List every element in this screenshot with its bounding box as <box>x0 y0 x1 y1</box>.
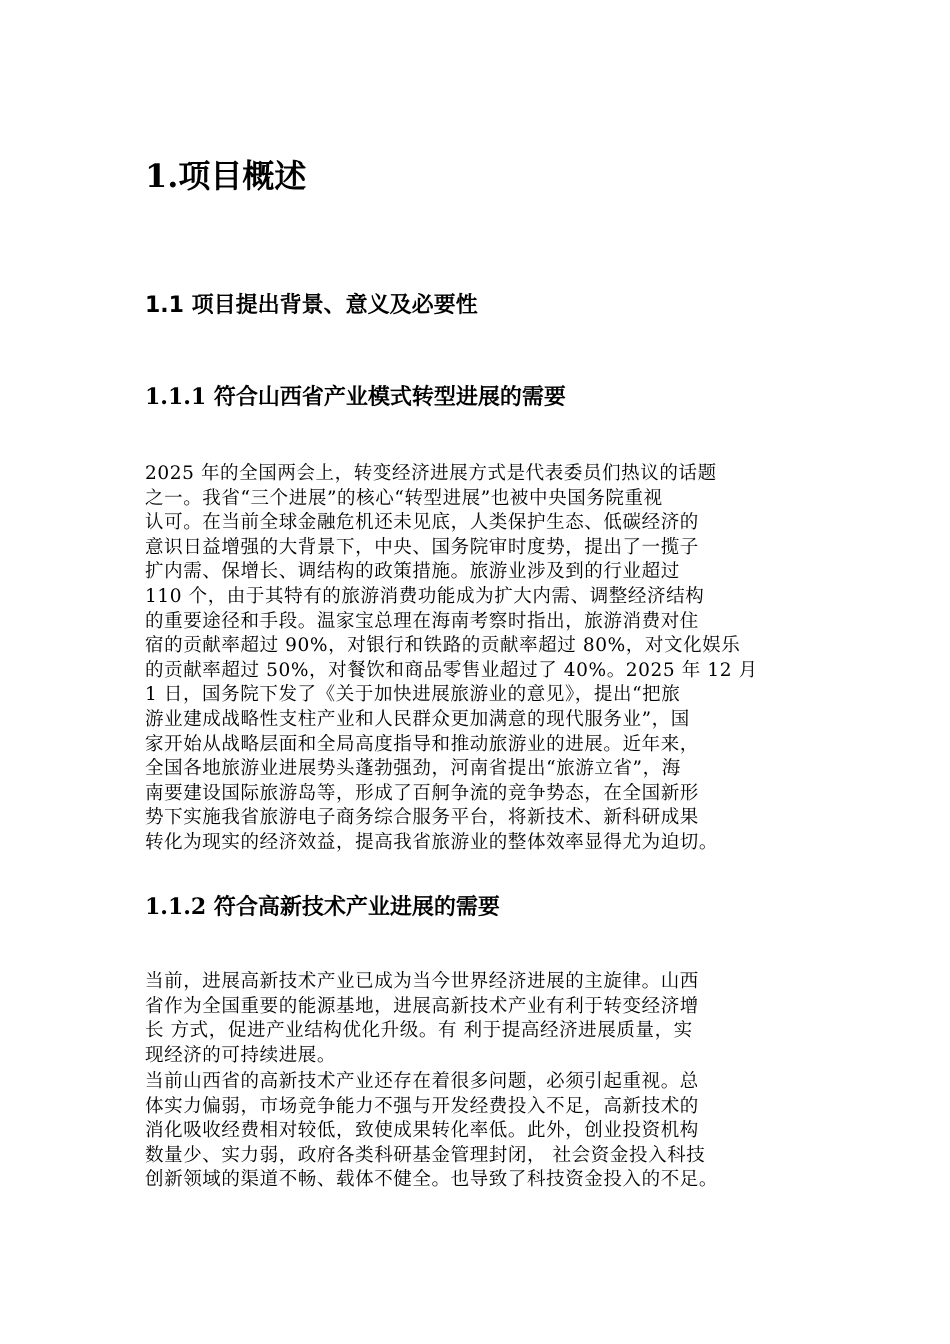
text-line: 势下实施我省旅游电子商务综合服务平台，将新技术、新科研成果 <box>145 807 699 829</box>
text-line: 现经济的可持续进展。 <box>145 1044 337 1066</box>
text-line: 省作为全国重要的能源基地，进展高新技术产业有利于转变经济增 <box>145 995 699 1017</box>
subsection-heading-1-1-2: 1.1.2 符合高新技术产业进展的需要 <box>145 894 500 920</box>
text-line: 的重要途径和手段。温家宝总理在海南考察时指出，旅游消费对住 <box>145 610 699 632</box>
section-heading: 1.1 项目提出背景、意义及必要性 <box>145 293 478 318</box>
text-line: 转化为现实的经济效益，提高我省旅游业的整体效率显得尤为迫切。 <box>145 831 719 853</box>
text-line: 宿的贡献率超过 90%，对银行和铁路的贡献率超过 80%，对文化娱乐 <box>145 635 741 657</box>
chapter-heading: 1.项目概述 <box>145 157 307 195</box>
paragraph-1-1-2-b <box>145 1070 810 1193</box>
text-line: 创新领域的渠道不畅、载体不健全。也导致了科技资金投入的不足。 <box>145 1169 719 1191</box>
text-line: 之一。我省“三个进展”的核心“转型进展”也被中央国务院重视 <box>145 487 663 509</box>
text-line: 扩内需、保增长、调结构的政策措施。旅游业涉及到的行业超过 <box>145 561 680 583</box>
text-line: 游业建成战略性支柱产业和人民群众更加满意的现代服务业”，国 <box>145 708 690 730</box>
text-line: 意识日益增强的大背景下，中央、国务院审时度势，提出了一揽子 <box>145 536 699 558</box>
text-line: 长 方式，促进产业结构优化升级。有 利于提高经济进展质量，实 <box>145 1020 693 1042</box>
text-line: 数量少、实力弱，政府各类科研基金管理封闭， 社会资金投入科技 <box>145 1144 706 1166</box>
text-line: 110 个，由于其特有的旅游消费功能成为扩大内需、调整经济结构 <box>145 585 705 607</box>
text-line: 全国各地旅游业进展势头蓬勃强劲，河南省提出“旅游立省”，海 <box>145 758 681 780</box>
text-line: 2025 年的全国两会上，转变经济进展方式是代表委员们热议的话题 <box>145 463 717 484</box>
text-line: 消化吸收经费相对较低，致使成果转化率低。此外，创业投资机构 <box>145 1120 699 1142</box>
paragraph-1-1-2-a <box>145 970 810 1068</box>
text-line: 当前，进展高新技术产业已成为当今世界经济进展的主旋律。山西 <box>145 971 699 992</box>
text-line: 认可。在当前全球金融危机还未见底，人类保护生态、低碳经济的 <box>145 512 699 534</box>
text-line: 1 日，国务院下发了《关于加快进展旅游业的意见》，提出“把旅 <box>145 684 681 706</box>
text-line: 的贡献率超过 50%，对餐饮和商品零售业超过了 40%。2025 年 12 月 <box>145 659 758 681</box>
text-line: 当前山西省的高新技术产业还存在着很多问题，必须引起重视。总 <box>145 1071 699 1092</box>
text-line: 体实力偏弱，市场竞争能力不强与开发经费投入不足，高新技术的 <box>145 1095 699 1117</box>
paragraph-1-1-1 <box>145 462 810 856</box>
subsection-heading-1-1-1: 1.1.1 符合山西省产业模式转型进展的需要 <box>145 384 566 410</box>
text-line: 南要建设国际旅游岛等，形成了百舸争流的竞争势态，在全国新形 <box>145 782 699 804</box>
text-line: 家开始从战略层面和全局高度指导和推动旅游业的进展。近年来， <box>145 733 699 755</box>
